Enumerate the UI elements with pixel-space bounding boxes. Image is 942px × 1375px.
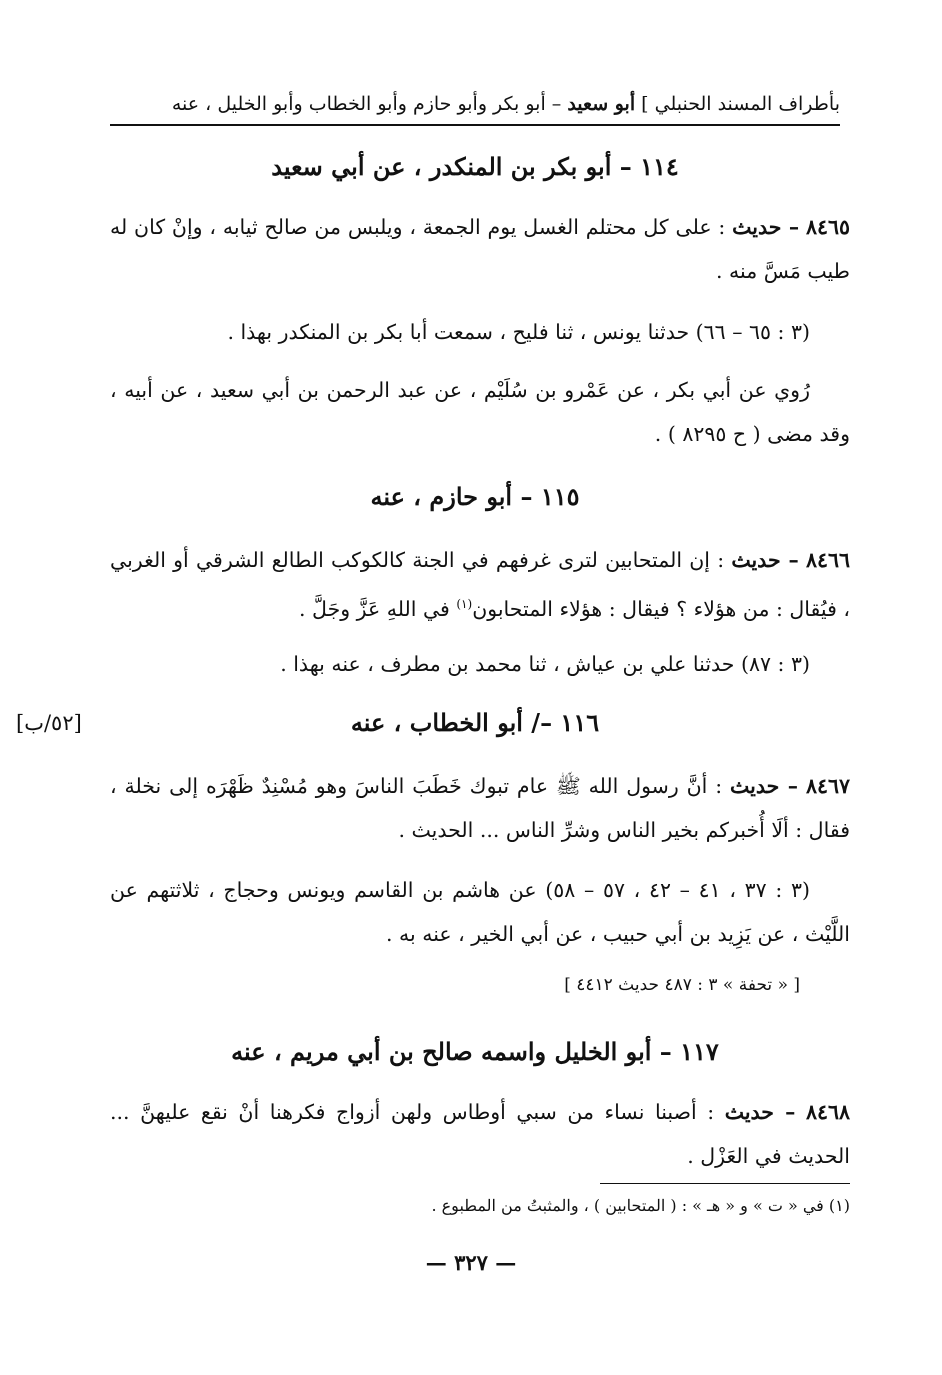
section-heading-116: ١١٦ –/ أبو الخطاب ، عنه xyxy=(350,708,600,737)
header-text-a: بأطراف المسند الحنبلي ] xyxy=(635,93,840,115)
running-header xyxy=(110,84,840,126)
hadith-8465: ٨٤٦٥ – حديث : على كل محتلم الغسل يوم الجمعة ، ويلبس من صالح ثيابه ، وإنْ كان له طيب مَسَّ منه . xyxy=(110,215,850,283)
hadith-number: ٨٤٦٦ xyxy=(805,548,850,572)
hadith-label: حديث xyxy=(730,774,780,798)
hadith-text-a: : إن المتحابين لترى غرفهم في الجنة كالكوكب الطالع الشرقي أو الغربي ، فيُقال : من هؤلاء ؟ فيقال : هؤلاء المتحابون xyxy=(110,548,850,621)
page-number: — ٣٢٧ — xyxy=(425,1250,517,1275)
footnote-divider xyxy=(600,1183,850,1184)
hadith-8468: ٨٤٦٨ – حديث : أصبنا نساء من سبي أوطاس ولهن أزواج فكرهنا أنْ نقع عليهنَّ ... الحديث في العَزْل . xyxy=(110,1100,850,1168)
hadith-text: : أصبنا نساء من سبي أوطاس ولهن أزواج فكرهنا أنْ نقع عليهنَّ ... الحديث في العَزْل . xyxy=(110,1100,850,1168)
isnad-8467: (٣ : ٣٧ ، ٤١ – ٤٢ ، ٥٧ – ٥٨) عن هاشم بن القاسم ويونس وحجاج ، ثلاثتهم عن اللَّيْث ، عن يَزِيد بن أبي حبيب ، عن أبي الخير ، عنه به . xyxy=(110,878,850,946)
footnote-marker: (١) xyxy=(456,597,473,611)
hadith-text: : على كل محتلم الغسل يوم الجمعة ، ويلبس من صالح ثيابه ، وإنْ كان له طيب مَسَّ منه . xyxy=(110,215,850,283)
hadith-8466: ٨٤٦٦ – حديث : إن المتحابين لترى غرفهم في الجنة كالكوكب الطالع الشرقي أو الغربي ، فيُقال : من هؤلاء ؟ فيقال : هؤلاء المتحابون$^{(١)}$ في اللهِ عَزَّ وجَلَّ . xyxy=(110,548,850,621)
hadith-label: حديث xyxy=(732,215,782,239)
section-heading-117: ١١٧ – أبو الخليل واسمه صالح بن أبي مريم ، عنه xyxy=(231,1037,719,1066)
hadith-8467: ٨٤٦٧ – حديث : أنَّ رسول الله ﷺ عام تبوك خَطَبَ الناسَ وهو مُسْنِدٌ ظَهْرَه إلى نخلة ، فقال : ألَا أُخبركم بخير الناس وشرِّ الناس ... الحديث . xyxy=(110,774,850,842)
note-8465: رُوي عن أبي بكر ، عن عَمْرو بن سُلَيْم ، عن عبد الرحمن بن أبي سعيد ، عن أبيه ، وقد مضى ( ح ٨٢٩٥ ) . xyxy=(110,378,850,446)
isnad-8465: (٣ : ٦٥ – ٦٦) حدثنا يونس ، ثنا فليح ، سمعت أبا بكر بن المنكدر بهذا . xyxy=(227,320,810,344)
hadith-number: ٨٤٦٥ xyxy=(805,215,850,239)
footnote: (١) في « ت » و « هـ » : ( المتحابين ) ، والمثبتُ من المطبوع . xyxy=(431,1196,850,1215)
section-heading-115: ١١٥ – أبو حازم ، عنه xyxy=(370,482,580,511)
hadith-number: ٨٤٦٧ xyxy=(805,774,850,798)
hadith-label: حديث xyxy=(724,1100,774,1124)
hadith-text: : أنَّ رسول الله ﷺ عام تبوك خَطَبَ الناسَ وهو مُسْنِدٌ ظَهْرَه إلى نخلة ، فقال : ألَا أُخبركم بخير الناس وشرِّ الناس ... الحديث . xyxy=(110,774,850,842)
header-author: أبو سعيد xyxy=(567,93,636,115)
section-heading-114: ١١٤ – أبو بكر بن المنكدر ، عن أبي سعيد xyxy=(271,152,679,181)
hadith-number: ٨٤٦٨ xyxy=(805,1100,850,1124)
hadith-text-b: في اللهِ عَزَّ وجَلَّ . xyxy=(299,596,457,621)
tuhfa-reference: [ « تحفة » ٣ : ٤٨٧ حديث ٤٤١٢ ] xyxy=(564,975,800,995)
hadith-label: حديث xyxy=(731,548,781,572)
isnad-8466: (٣ : ٨٧) حدثنا علي بن عياش ، ثنا محمد بن مطرف ، عنه بهذا . xyxy=(280,652,810,676)
margin-folio-note: [٥٢/ب] xyxy=(16,711,82,735)
header-text-c: – أبو بكر وأبو حازم وأبو الخطاب وأبو الخليل ، عنه xyxy=(171,93,568,115)
